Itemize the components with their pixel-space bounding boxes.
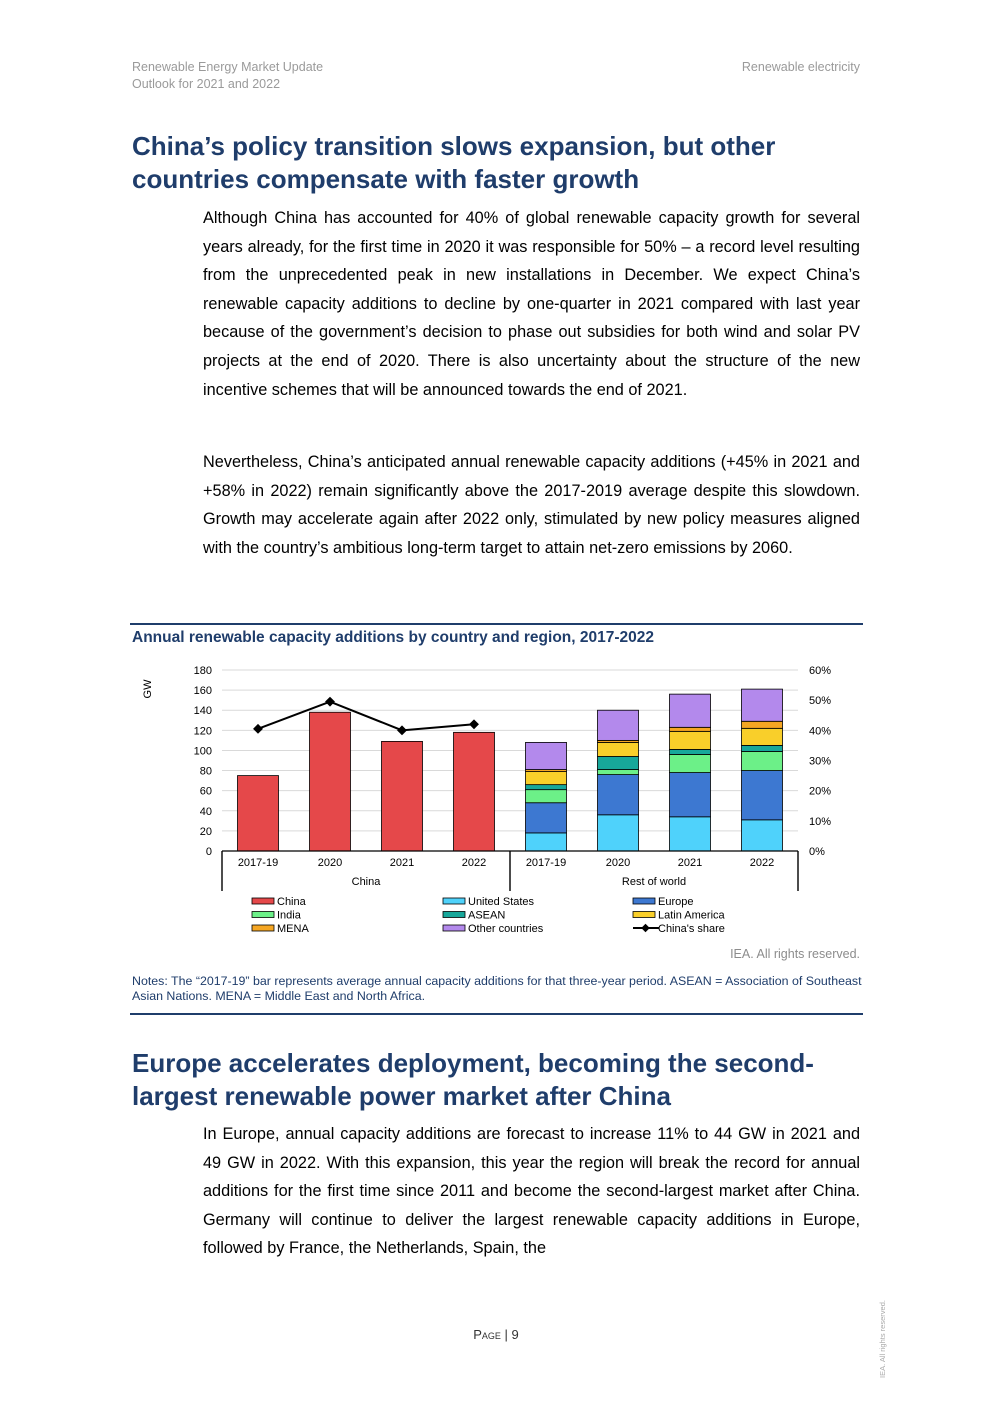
legend-line-marker [641, 924, 649, 932]
y-tick-label: 60 [199, 785, 212, 798]
legend-label: India [277, 909, 301, 922]
legend-swatch [443, 925, 465, 931]
bar-other-countries [670, 694, 711, 727]
x-tick-label: 2020 [317, 857, 343, 869]
bar-other-countries [526, 742, 567, 769]
x-tick-label: 2021 [389, 857, 415, 869]
legend-swatch [633, 898, 655, 904]
section2-heading-line1: Europe accelerates deployment, becoming the second- [132, 1048, 814, 1078]
capacity-additions-chart [130, 655, 865, 940]
report-title: Renewable Energy Market Update [132, 60, 324, 74]
bar-latin-america [670, 731, 711, 749]
x-tick-label: 2022 [461, 857, 487, 869]
y-tick-label: 140 [193, 705, 212, 718]
section1-paragraph-2: Nevertheless, China’s anticipated annual renewable capacity additions (+45% in 2021 and +58% in 2022) remain significantly above the 2017-2019 average despite this slowdown. Growth may accelerate again after 2022 only, stimulated by new policy measures aligned with the country’s ambitious long-term target to attain net-zero emissions by 2060. [203, 453, 860, 557]
figure-bottom-rule [130, 1013, 863, 1015]
bar-china [238, 776, 279, 851]
y-tick-label: 40 [199, 805, 212, 818]
section1-heading-line1: China’s policy transition slows expansion, but other [132, 131, 776, 161]
y-tick-label: 20 [199, 825, 212, 838]
bar-other-countries [598, 710, 639, 740]
bar-latin-america [598, 742, 639, 756]
figure-credit: IEA. All rights reserved. [730, 947, 860, 961]
page-word: Page [473, 1327, 501, 1342]
chart-bars [238, 689, 783, 851]
legend-label: China's share [658, 923, 725, 935]
bar-china [382, 741, 423, 851]
x-tick-label: 2017-19 [237, 857, 279, 869]
y2-tick-label: 10% [809, 815, 832, 828]
legend-swatch [252, 898, 274, 904]
china-share-line [253, 697, 479, 736]
bar-asean [598, 756, 639, 769]
x-tick-label: 2017-19 [525, 857, 567, 869]
figure-top-rule [130, 623, 863, 625]
side-rights-note: IEA. All rights reserved. [878, 1300, 887, 1378]
share-line-point [397, 725, 407, 735]
bar-mena [670, 727, 711, 731]
y2-tick-label: 40% [809, 725, 832, 738]
bar-united-states [526, 833, 567, 851]
section2-heading [132, 1047, 872, 1113]
y-tick-label: 0 [205, 846, 212, 858]
section1-heading-line2: countries compensate with faster growth [132, 164, 640, 194]
y2-tick-label: 0% [809, 846, 825, 858]
y-tick-label: 180 [193, 665, 212, 677]
bar-india [598, 770, 639, 775]
bar-europe [670, 773, 711, 817]
chart-gridlines [222, 670, 798, 851]
page-footer [0, 1327, 992, 1342]
x-tick-label: 2021 [677, 857, 703, 869]
section-label: Renewable electricity [741, 60, 860, 74]
legend-label: Europe [658, 896, 694, 908]
section2-heading-line2: largest renewable power market after China [132, 1081, 671, 1111]
y-tick-label: 120 [193, 725, 212, 738]
y-tick-label: 80 [199, 765, 212, 778]
legend-swatch [633, 912, 655, 918]
legend-swatch [443, 912, 465, 918]
bar-united-states [670, 817, 711, 851]
bar-asean [670, 749, 711, 754]
bar-mena [742, 721, 783, 728]
bar-india [670, 754, 711, 772]
y-tick-label: 160 [193, 685, 212, 698]
bar-latin-america [526, 772, 567, 785]
legend-label: Other countries [468, 923, 544, 935]
y-axis-label: GW [142, 679, 154, 699]
section2-paragraph-1: In Europe, annual capacity additions are forecast to increase 11% to 44 GW in 2021 and 49 GW in 2022. With this expansion, this year the region will break the record for annual additions for the first time since 2011 and become the second-largest market after China. Germany will continue to deliver the largest renewable capacity additions in Europe, followed by France, the Netherlands, Spain, the [203, 1125, 860, 1258]
y-tick-label: 100 [193, 745, 212, 758]
legend-label: China [277, 896, 306, 908]
y2-tick-label: 50% [809, 695, 832, 708]
bar-other-countries [742, 689, 783, 721]
bar-china [454, 732, 495, 851]
chart-x-axis [222, 851, 798, 891]
bar-china [310, 712, 351, 851]
report-subtitle: Outlook for 2021 and 2022 [132, 77, 281, 91]
x-group-label: Rest of world [621, 876, 687, 888]
chart-y-axis [194, 665, 212, 858]
y2-tick-label: 60% [809, 665, 832, 677]
legend-label: Latin America [658, 909, 725, 922]
page-separator: | [500, 1327, 512, 1342]
figure-notes: Notes: The “2017-19” bar represents average annual capacity additions for that three-year period. ASEAN = Association of Southeast Asian Nations. MENA = Middle East and North Africa. [132, 974, 862, 1003]
header-left [132, 59, 323, 93]
share-line-path [258, 702, 474, 731]
chart-legend [252, 896, 726, 935]
figure-title: Annual renewable capacity additions by country and region, 2017-2022 [132, 629, 654, 646]
bar-europe [598, 775, 639, 815]
x-tick-label: 2020 [605, 857, 631, 869]
page-number: 9 [511, 1327, 519, 1342]
bar-india [526, 790, 567, 803]
legend-swatch [443, 898, 465, 904]
share-line-point [253, 724, 263, 734]
legend-swatch [252, 925, 274, 931]
bar-united-states [598, 815, 639, 851]
legend-swatch [252, 912, 274, 918]
share-line-point [469, 719, 479, 729]
x-tick-label: 2022 [749, 857, 775, 869]
legend-label: MENA [277, 923, 309, 935]
bar-latin-america [742, 728, 783, 745]
y2-tick-label: 20% [809, 785, 832, 798]
legend-label: United States [468, 896, 535, 908]
bar-asean [526, 785, 567, 790]
bar-europe [742, 771, 783, 820]
bar-united-states [742, 820, 783, 851]
bar-asean [742, 745, 783, 751]
x-group-label: China [351, 876, 381, 888]
bar-europe [526, 803, 567, 833]
share-line-point [325, 697, 335, 707]
bar-india [742, 751, 783, 770]
section1-heading [132, 130, 872, 196]
chart-secondary-y-axis [809, 665, 831, 858]
y2-tick-label: 30% [809, 755, 832, 768]
section1-paragraph-1: Although China has accounted for 40% of global renewable capacity growth for several years already, for the first time in 2020 it was responsible for 50% – a record level resulting from the unprecedented peak in new installations in December. We expect China’s renewable capacity additions to decline by one-quarter in 2021 compared with last year because of the government’s decision to phase out subsidies for both wind and solar PV projects at the end of 2020. There is also uncertainty about the structure of the new incentive schemes that will be announced towards the end of 2021. [203, 209, 860, 399]
legend-label: ASEAN [468, 909, 506, 922]
